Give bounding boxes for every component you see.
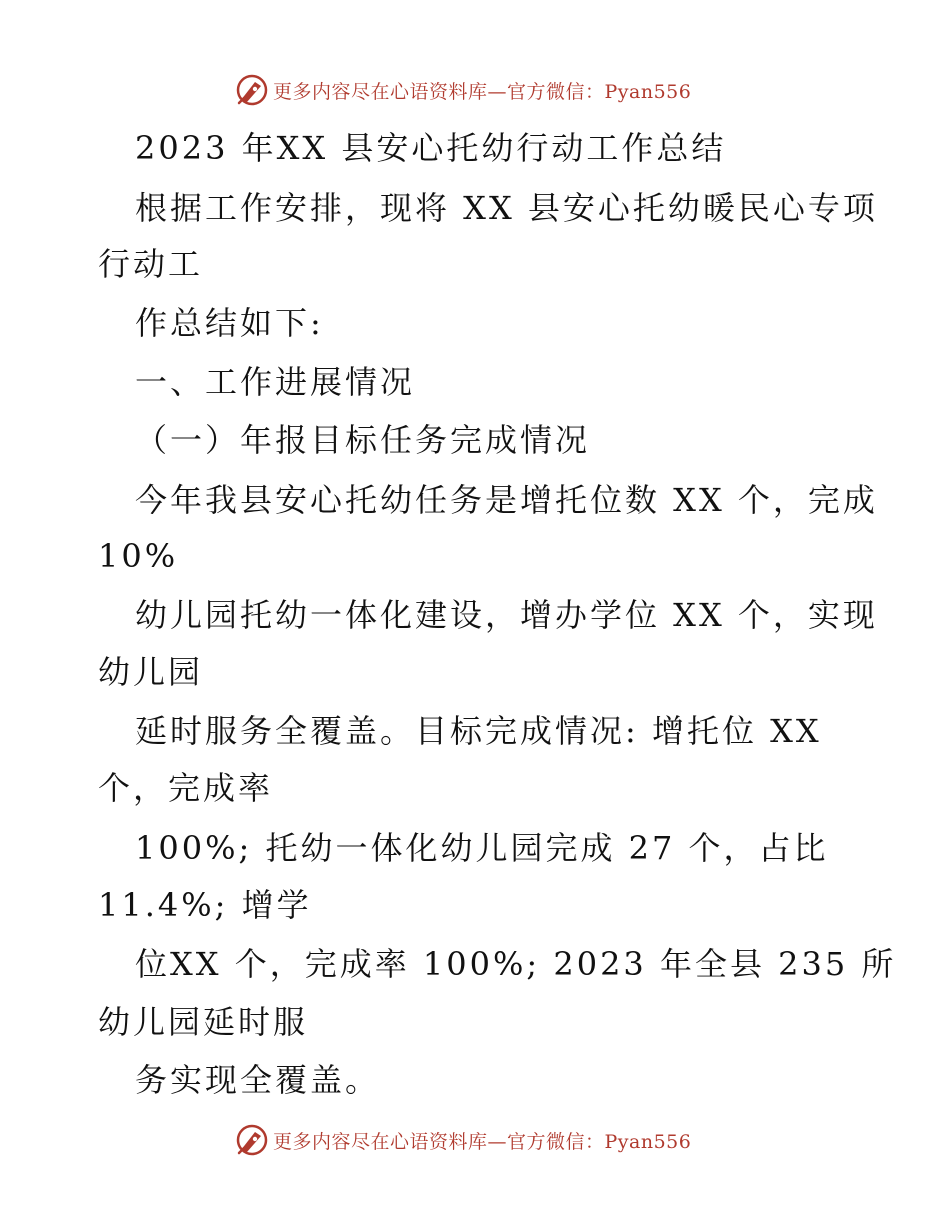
document-title: 2023 年XX 县安心托幼行动工作总结 <box>135 129 727 167</box>
paragraph-line: 10% <box>98 537 179 575</box>
paragraph-line: 延时服务全覆盖。目标完成情况: 增托位 XX <box>135 712 822 750</box>
paragraph-line: 位XX 个，完成率 100%; 2023 年全县 235 所 <box>135 945 897 983</box>
paragraph-line: 11.4%; 增学 <box>98 886 312 924</box>
paragraph-line: 幼儿园 <box>98 653 204 691</box>
paragraph-line: 行动工 <box>98 245 204 283</box>
watermark-text: 更多内容尽在心语资料库—官方微信：Pyan556 <box>273 1130 692 1153</box>
paragraph-line: 100%; 托幼一体化幼儿园完成 27 个，占比 <box>135 829 829 867</box>
paragraph-line: 幼儿园托幼一体化建设，增办学位 XX 个，实现 <box>135 596 878 634</box>
pen-nib-logo-icon <box>235 73 269 107</box>
watermark-banner-bottom <box>235 1122 691 1158</box>
paragraph-line: 根据工作安排，现将 XX 县安心托幼暖民心专项 <box>135 189 878 227</box>
subsection-heading: （一）年报目标任务完成情况 <box>135 421 591 459</box>
pen-nib-logo-icon <box>235 1123 269 1157</box>
section-heading: 一、工作进展情况 <box>135 363 416 401</box>
paragraph-line: 务实现全覆盖。 <box>135 1061 381 1099</box>
paragraph-line: 个，完成率 <box>98 769 274 807</box>
paragraph-line: 幼儿园延时服 <box>98 1003 309 1041</box>
paragraph-line: 作总结如下: <box>135 304 324 342</box>
paragraph-line: 今年我县安心托幼任务是增托位数 XX 个，完成 <box>135 481 878 519</box>
watermark-text: 更多内容尽在心语资料库—官方微信：Pyan556 <box>273 80 692 103</box>
watermark-banner-top <box>235 72 691 108</box>
